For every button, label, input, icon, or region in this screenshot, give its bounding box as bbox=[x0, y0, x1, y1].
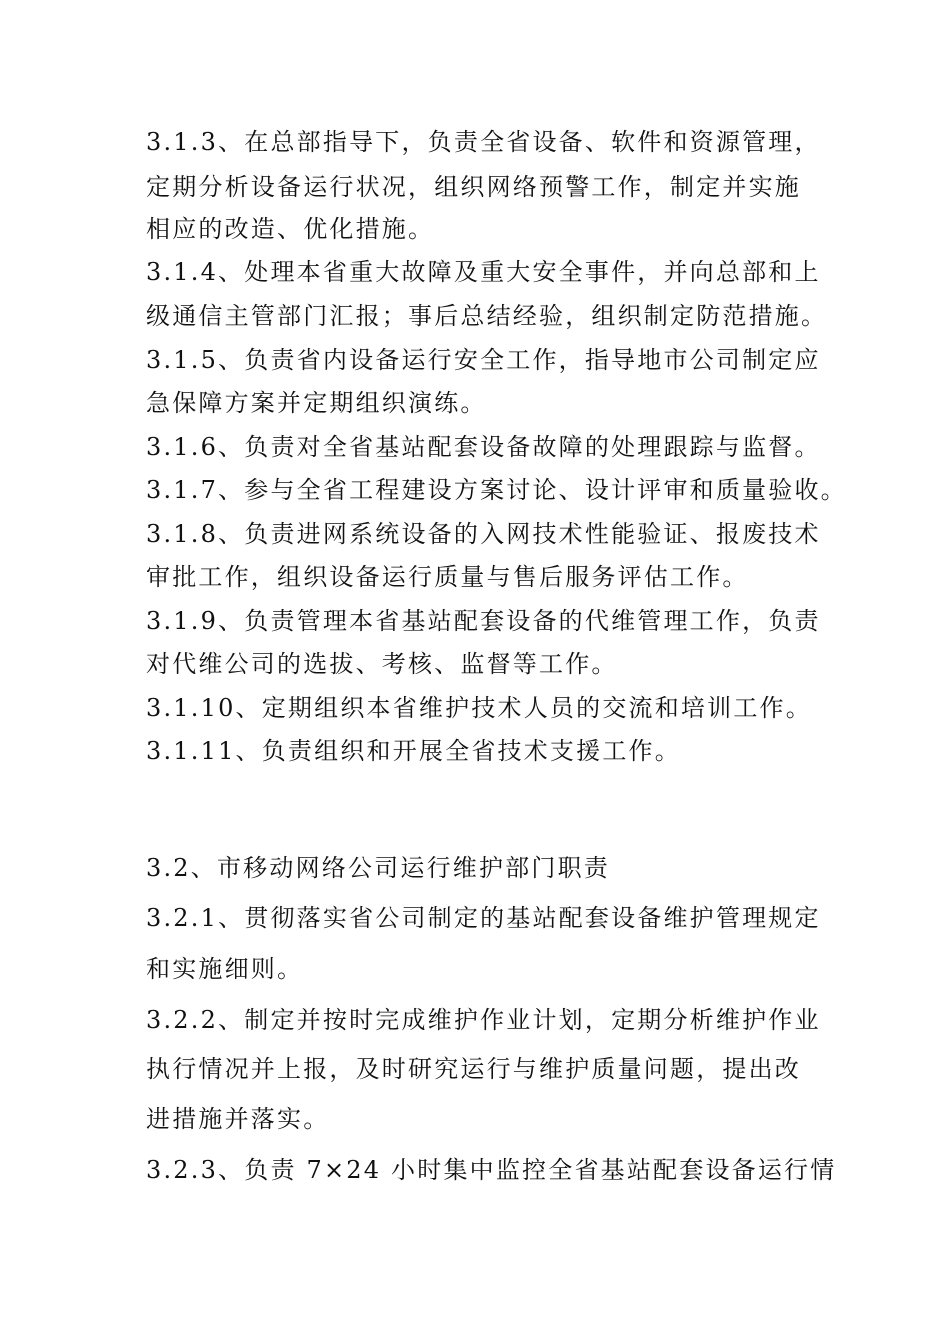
text-line: 相应的改造、优化措施。 bbox=[146, 215, 435, 243]
text-line: 3.1.5、负责省内设备运行安全工作，指导地市公司制定应 bbox=[146, 346, 821, 374]
text-line: 3.1.7、参与全省工程建设方案讨论、设计评审和质量验收。 bbox=[146, 476, 847, 504]
text-line: 执行情况并上报，及时研究运行与维护质量问题，提出改 bbox=[146, 1055, 801, 1083]
text-line: 3.1.4、处理本省重大故障及重大安全事件，并向总部和上 bbox=[146, 258, 821, 286]
section-heading: 3.2、市移动网络公司运行维护部门职责 bbox=[146, 854, 610, 882]
text-line: 3.1.6、负责对全省基站配套设备故障的处理跟踪与监督。 bbox=[146, 433, 821, 461]
text-line: 3.1.9、负责管理本省基站配套设备的代维管理工作，负责 bbox=[146, 607, 821, 635]
text-line: 进措施并落实。 bbox=[146, 1105, 330, 1133]
text-line: 3.1.11、负责组织和开展全省技术支援工作。 bbox=[146, 737, 681, 765]
text-line: 对代维公司的选拔、考核、监督等工作。 bbox=[146, 650, 618, 678]
text-line: 3.2.2、制定并按时完成维护作业计划，定期分析维护作业 bbox=[146, 1006, 821, 1034]
text-line: 定期分析设备运行状况，组织网络预警工作，制定并实施 bbox=[146, 173, 801, 201]
text-line: 3.1.3、在总部指导下，负责全省设备、软件和资源管理， bbox=[146, 128, 821, 156]
text-line: 3.2.1、贯彻落实省公司制定的基站配套设备维护管理规定 bbox=[146, 904, 821, 932]
text-line: 急保障方案并定期组织演练。 bbox=[146, 389, 487, 417]
text-line: 3.1.10、定期组织本省维护技术人员的交流和培训工作。 bbox=[146, 694, 812, 722]
text-line: 级通信主管部门汇报；事后总结经验，组织制定防范措施。 bbox=[146, 302, 828, 330]
text-line: 和实施细则。 bbox=[146, 955, 304, 983]
text-line: 3.1.8、负责进网系统设备的入网技术性能验证、报废技术 bbox=[146, 520, 821, 548]
text-line: 3.2.3、负责 7×24 小时集中监控全省基站配套设备运行情 bbox=[146, 1156, 837, 1184]
text-line: 审批工作，组织设备运行质量与售后服务评估工作。 bbox=[146, 563, 749, 591]
